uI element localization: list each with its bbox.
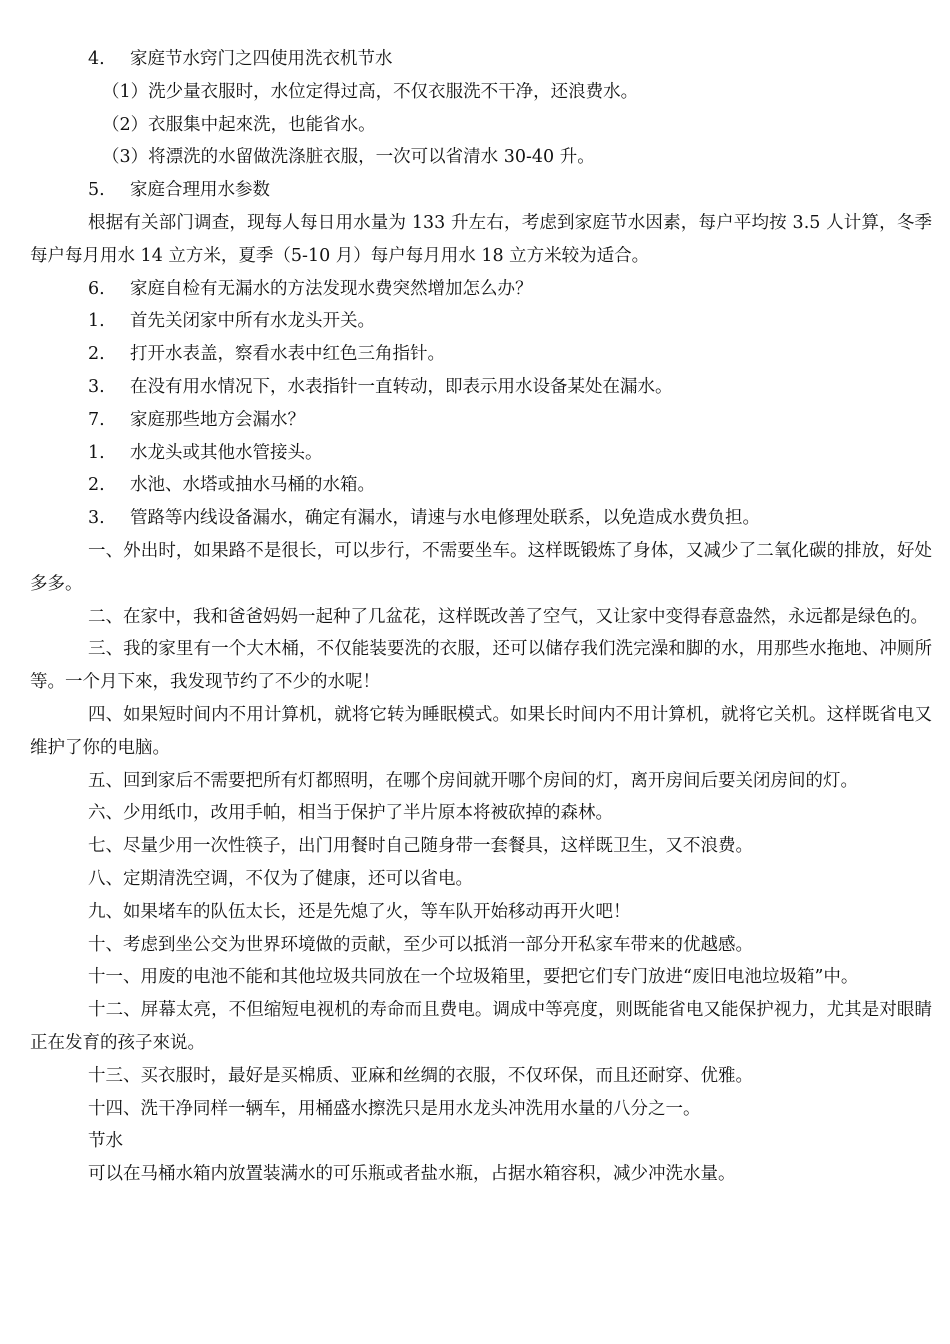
tip-paragraph: 十一、用废的电池不能和其他垃圾共同放在一个垃圾箱里，要把它们专门放进“废旧电池垃圾箱”中。: [88, 967, 859, 988]
list-number: 3.: [88, 508, 105, 529]
sub-item: （2）衣服集中起來洗，也能省水。: [102, 114, 376, 135]
list-item: [30, 404, 932, 437]
tip-paragraph: 十四、洗干净同样一辆车，用桶盛水擦洗只是用水龙头冲洗用水量的八分之一。: [88, 1098, 701, 1119]
list-item: [30, 305, 932, 338]
tip-paragraph: 九、如果堵车的队伍太长，还是先熄了火，等车队开始移动再开火吧！: [88, 901, 631, 922]
tip-paragraph: 八、定期清洗空调，不仅为了健康，还可以省电。: [88, 868, 473, 889]
tip-paragraph: 十、考虑到坐公交为世界环境做的贡献，至少可以抵消一部分开私家车带来的优越感。: [88, 934, 753, 955]
list-text: 家庭那些地方会漏水？: [130, 409, 305, 430]
sub-item: （1）洗少量衣服时，水位定得过高，不仅衣服洗不干净，还浪费水。: [102, 81, 639, 102]
tip-paragraph: 十二、屏幕太亮，不但缩短电视机的寿命而且费电。调成中等亮度，则既能省电又能保护视力，尤其是对眼睛正在发育的孩子來说。: [30, 1000, 932, 1053]
list-number: 2.: [88, 475, 105, 496]
list-item: [30, 273, 932, 306]
list-text: 在没有用水情况下，水表指针一直转动，即表示用水设备某处在漏水。: [130, 376, 673, 397]
tip-paragraph: 二、在家中，我和爸爸妈妈一起种了几盆花，这样既改善了空气，又让家中变得春意盎然，永远都是绿色的。: [88, 606, 928, 627]
list-number: 5.: [88, 180, 105, 201]
list-item: [30, 43, 932, 76]
list-text: 家庭自检有无漏水的方法发现水费突然增加怎么办？: [130, 278, 533, 299]
sub-item: （3）将漂洗的水留做洗涤脏衣服，一次可以省清水 30-40 升。: [102, 147, 595, 168]
tip-paragraph: 五、回到家后不需要把所有灯都照明，在哪个房间就开哪个房间的灯，离开房间后要关闭房间的灯。: [88, 770, 858, 791]
list-item: [30, 469, 932, 502]
list-number: 7.: [88, 409, 105, 430]
list-number: 1.: [88, 311, 105, 332]
tip-paragraph: 七、尽量少用一次性筷子，出门用餐时自己随身带一套餐具，这样既卫生，又不浪费。: [88, 836, 753, 857]
tip-paragraph: 六、少用纸巾，改用手帕，相当于保护了半片原本将被砍掉的森林。: [88, 803, 613, 824]
tip-paragraph: 四、如果短时间内不用计算机，就将它转为睡眠模式。如果长时间内不用计算机，就将它关机。这样既省电又维护了你的电脑。: [30, 704, 932, 758]
list-text: 打开水表盖，察看水表中红色三角指针。: [130, 344, 445, 365]
tip-paragraph: 一、外出时，如果路不是很长，可以步行，不需要坐车。这样既锻炼了身体，又减少了二氧化碳的排放，好处多多。: [30, 540, 932, 594]
section-heading: 节水: [88, 1131, 123, 1152]
list-number: 2.: [88, 344, 105, 365]
list-item: [30, 338, 932, 371]
list-number: 6.: [88, 278, 105, 299]
tip-paragraph: 三、我的家里有一个大木桶，不仅能装要洗的衣服，还可以储存我们洗完澡和脚的水，用那些水拖地、冲厕所等。一个月下來，我发现节约了不少的水呢！: [30, 639, 932, 693]
list-text: 首先关闭家中所有水龙头开关。: [130, 311, 375, 332]
list-number: 3.: [88, 376, 105, 397]
list-item: [30, 174, 932, 207]
list-text: 水池、水塔或抽水马桶的水箱。: [130, 475, 375, 496]
list-text: 水龙头或其他水管接头。: [130, 442, 323, 463]
list-item: [30, 502, 932, 535]
list-text: 家庭节水窍门之四使用洗衣机节水: [130, 49, 393, 69]
list-item: [30, 371, 932, 404]
list-text: 家庭合理用水参数: [130, 180, 270, 201]
list-text: 管路等内线设备漏水，确定有漏水，请速与水电修理处联系，以免造成水费负担。: [130, 508, 760, 529]
list-number: 1.: [88, 442, 105, 463]
list-number: 4.: [88, 49, 105, 69]
closing-paragraph: 可以在马桶水箱内放置装满水的可乐瓶或者盐水瓶，占据水箱容积，减少冲洗水量。: [88, 1164, 736, 1185]
usage-paragraph: 根据有关部门调查，现每人每日用水量为 133 升左右，考虑到家庭节水因素，每户平均按 3.5 人计算，冬季每户每月用水 14 立方米，夏季（5-10 月）每户每月用水 18 立方米较为适合。: [30, 212, 932, 266]
list-item: [30, 437, 932, 470]
tip-paragraph: 十三、买衣服时，最好是买棉质、亚麻和丝绸的衣服，不仅环保，而且还耐穿、优雅。: [88, 1065, 753, 1086]
